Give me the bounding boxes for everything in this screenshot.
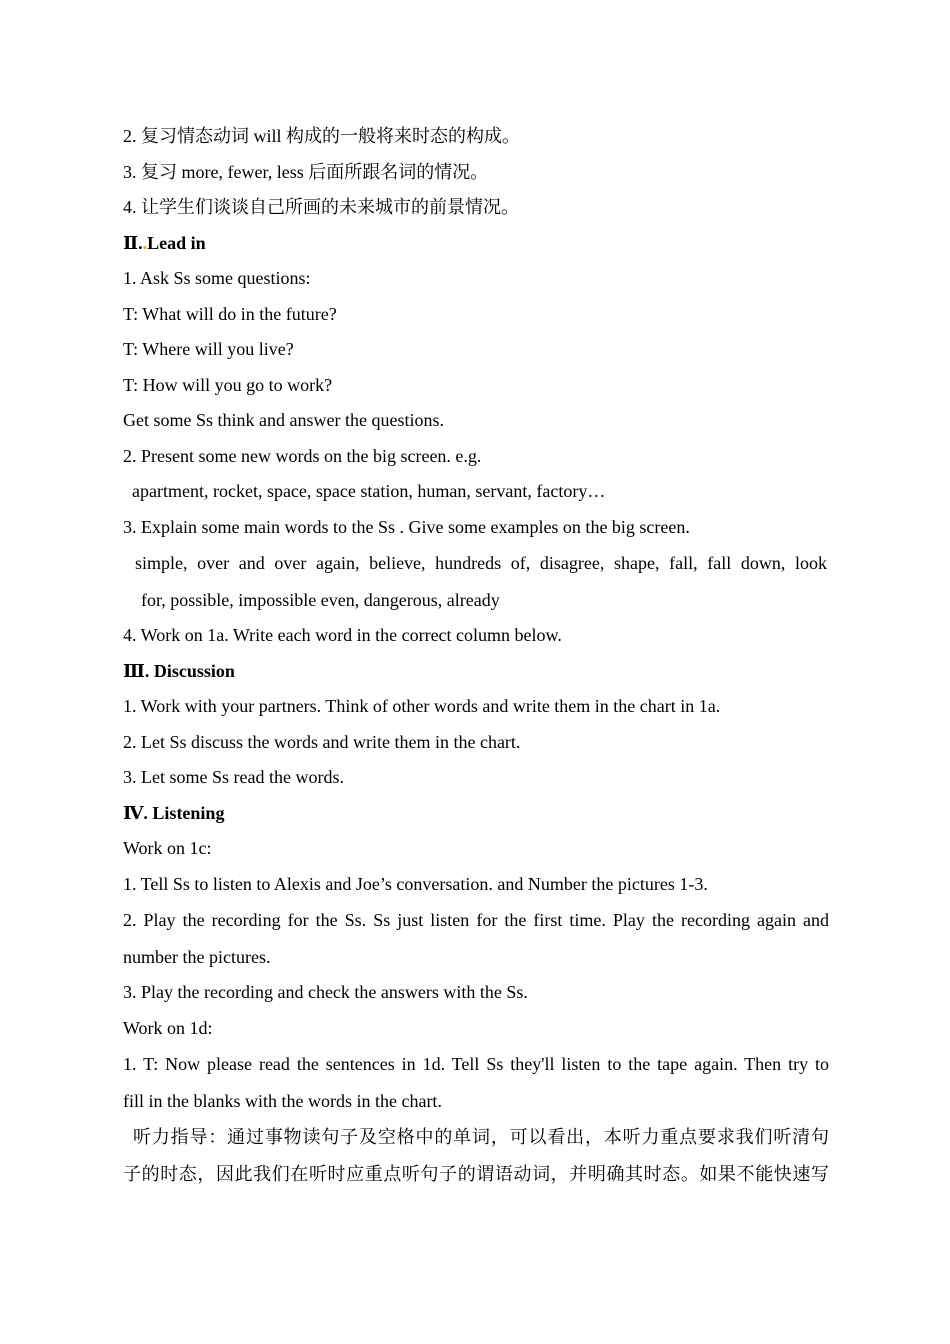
- objective-line: 2. 复习情态动词 will 构成的一般将来时态的构成。: [123, 126, 520, 146]
- lead-in-line: 2. Present some new words on the big screen. e.g.: [123, 446, 482, 466]
- discussion-heading: Ⅲ. Discussion: [123, 661, 235, 681]
- lead-in-line: 4. Work on 1a. Write each word in the correct column below.: [123, 625, 562, 645]
- section-numeral: Ⅱ.: [123, 233, 143, 253]
- objective-line: 4. 让学生们谈谈自己所画的未来城市的前景情况。: [123, 197, 519, 217]
- listening-line: Work on 1d:: [123, 1018, 213, 1038]
- objective-line: 3. 复习 more, fewer, less 后面所跟名词的情况。: [123, 162, 489, 182]
- lead-in-line: 3. Explain some main words to the Ss . Give some examples on the big screen.: [123, 517, 690, 537]
- lead-in-line: 1. Ask Ss some questions:: [123, 268, 311, 288]
- listening-line: number the pictures.: [123, 947, 271, 967]
- lead-in-line: Get some Ss think and answer the questions.: [123, 410, 444, 430]
- word-list: for, possible, impossible even, dangerous, already: [141, 590, 500, 610]
- listening-line: fill in the blanks with the words in the chart.: [123, 1091, 442, 1111]
- listening-line: Work on 1c:: [123, 838, 212, 858]
- listening-line: 3. Play the recording and check the answers with the Ss.: [123, 982, 528, 1002]
- word-list: simple, over and over again, believe, hundreds of, disagree, shape, fall, fall down, look: [135, 553, 827, 573]
- word-list: apartment, rocket, space, space station, human, servant, factory…: [132, 481, 606, 501]
- listening-guidance: 子的时态，因此我们在听时应重点听句子的谓语动词，并明确其时态。如果不能快速写: [123, 1164, 829, 1184]
- discussion-line: 1. Work with your partners. Think of other words and write them in the chart in 1a.: [123, 696, 721, 716]
- lead-in-line: T: What will do in the future?: [123, 304, 337, 324]
- discussion-line: 3. Let some Ss read the words.: [123, 767, 344, 787]
- listening-line: 1. T: Now please read the sentences in 1d. Tell Ss they'll listen to the tape again. Then try to: [123, 1054, 829, 1074]
- listening-line: 2. Play the recording for the Ss. Ss just listen for the first time. Play the recording again and: [123, 910, 829, 930]
- listening-heading: Ⅳ. Listening: [123, 803, 225, 823]
- lead-in-heading: [123, 232, 829, 254]
- discussion-line: 2. Let Ss discuss the words and write them in the chart.: [123, 732, 521, 752]
- section-title: Lead in: [147, 233, 206, 253]
- lead-in-line: T: Where will you live?: [123, 339, 294, 359]
- heading-dot: .: [142, 233, 148, 253]
- listening-guidance: 听力指导：通过事物读句子及空格中的单词，可以看出，本听力重点要求我们听清句: [133, 1127, 829, 1147]
- listening-line: 1. Tell Ss to listen to Alexis and Joe’s conversation. and Number the pictures 1-3.: [123, 874, 708, 894]
- lead-in-line: T: How will you go to work?: [123, 375, 333, 395]
